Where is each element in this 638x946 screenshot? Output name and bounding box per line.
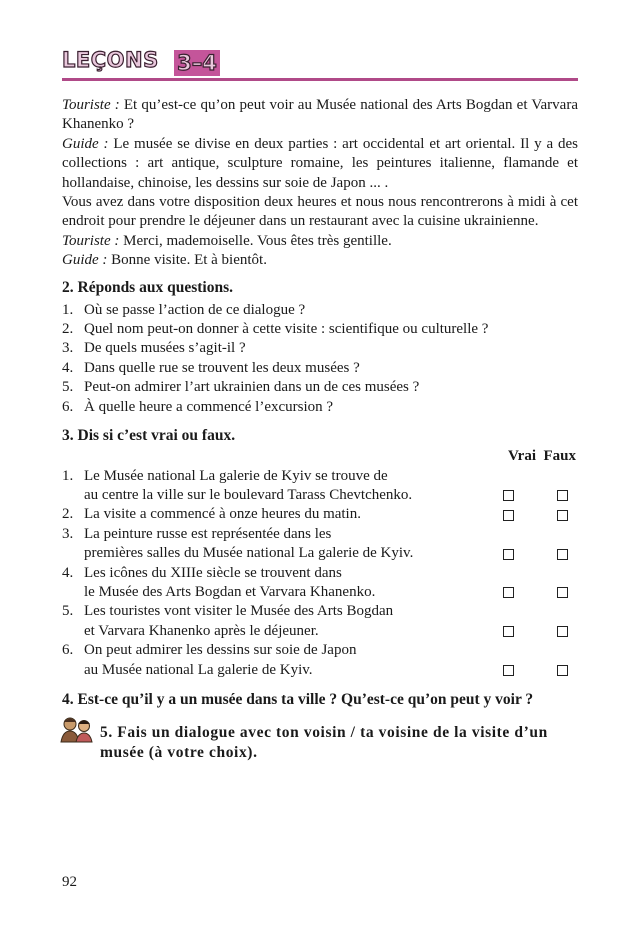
- vrai-checkbox[interactable]: [503, 665, 514, 676]
- item-text: À quelle heure a commencé l’excursion ?: [84, 398, 334, 415]
- speaker: Touriste :: [62, 232, 120, 249]
- true-false-header: [62, 447, 578, 466]
- item-number: 3.: [62, 340, 74, 357]
- statement-line-1: La visite a commencé à onze heures du matin.: [84, 506, 361, 523]
- col-vrai: Vrai: [507, 448, 536, 465]
- faux-checkbox[interactable]: [557, 665, 568, 676]
- pair-work-icon: [60, 715, 94, 748]
- statement-line-2: et Varvara Khanenko après le déjeuner.: [84, 622, 319, 639]
- item-number: 1.: [62, 301, 74, 318]
- statement-row: [62, 525, 578, 564]
- item-text: Quel nom peut-on donner à cette visite : scientifique ou culturelle ?: [84, 321, 489, 338]
- faux-checkbox[interactable]: [557, 549, 568, 560]
- statement-line-2: au Musée national La galerie de Kyiv.: [84, 661, 313, 678]
- line-text: Merci, mademoiselle. Vous êtes très gentille.: [119, 232, 392, 249]
- vrai-checkbox[interactable]: [503, 587, 514, 598]
- dialog-line: [62, 251, 578, 270]
- question-list: [62, 301, 578, 417]
- vrai-checkbox[interactable]: [503, 490, 514, 501]
- item-number: 5.: [62, 603, 74, 620]
- line-text: Bonne visite. Et à bientôt.: [107, 252, 267, 269]
- page-number: 92: [62, 874, 77, 890]
- speaker: Touriste :: [62, 97, 120, 113]
- item-text: Peut-on admirer l’art ukrainien dans un de ces musées ?: [84, 379, 420, 396]
- list-item: [62, 378, 578, 397]
- line-text: Vous avez dans votre disposition deux heures et nous nous rencontrerons à midi à cet endroit pour prendre le déjeuner dans un restaurant avec la cuisine ukrainienne.: [62, 194, 578, 230]
- statement-line-2: le Musée des Arts Bogdan et Varvara Khanenko.: [84, 583, 376, 600]
- vrai-checkbox[interactable]: [503, 549, 514, 560]
- lesson-header: [62, 48, 578, 80]
- statement-line-1: La peinture russe est représentée dans les: [84, 525, 332, 542]
- item-number: 5.: [62, 379, 74, 396]
- section-5-task: [62, 723, 578, 762]
- statement-row: [62, 641, 578, 680]
- list-item: [62, 320, 578, 339]
- vrai-checkbox[interactable]: [503, 626, 514, 637]
- line-text: Le musée se divise en deux parties : art occidental et art oriental. Il y a des collections : art antique, sculpture romaine, les peintures italienne, flamande et hollandaise, chinoise, les dessins sur soie de Japon ... .: [62, 135, 578, 191]
- dialog-line: [62, 135, 578, 193]
- lesson-title: LEÇONS: [62, 48, 159, 72]
- statement-row: [62, 564, 578, 603]
- lesson-number: 3–4: [174, 50, 220, 76]
- item-number: 3.: [62, 525, 74, 542]
- dialog-line: [62, 193, 578, 232]
- item-number: 6.: [62, 642, 74, 659]
- line-text: Et qu’est-ce qu’on peut voir au Musée national des Arts Bogdan et Varvara Khanenko ?: [62, 97, 578, 133]
- list-item: [62, 398, 578, 417]
- statement-line-1: Les icônes du XIIIe siècle se trouvent dans: [84, 564, 342, 581]
- list-item: [62, 301, 578, 320]
- list-item: [62, 359, 578, 378]
- speaker: Guide :: [62, 135, 109, 152]
- section-3-title: 3. Dis si c’est vrai ou faux.: [62, 427, 236, 445]
- task-text: 5. Fais un dialogue avec ton voisin / ta voisine de la visite d’un musée (à votre choix).: [100, 724, 548, 761]
- item-number: 2.: [62, 506, 74, 523]
- section-4-question: 4. Est-ce qu’il y a un musée dans ta ville ? Qu’est-ce qu’on peut y voir ?: [62, 690, 534, 708]
- statement-line-2: au centre la ville sur le boulevard Tarass Chevtchenko.: [84, 486, 413, 503]
- item-text: Où se passe l’action de ce dialogue ?: [84, 301, 306, 318]
- faux-checkbox[interactable]: [557, 626, 568, 637]
- vrai-checkbox[interactable]: [503, 510, 514, 521]
- item-number: 1.: [62, 467, 74, 484]
- faux-checkbox[interactable]: [557, 587, 568, 598]
- true-false-list: [62, 467, 578, 680]
- item-number: 2.: [62, 321, 74, 338]
- item-text: Dans quelle rue se trouvent les deux musées ?: [84, 359, 360, 376]
- list-item: [62, 339, 578, 358]
- statement-line-2: premières salles du Musée national La galerie de Kyiv.: [84, 545, 414, 562]
- dialog-line: [62, 96, 578, 135]
- statement-row: [62, 602, 578, 641]
- statement-line-1: Les touristes vont visiter le Musée des Arts Bogdan: [84, 603, 394, 620]
- statement-line-1: On peut admirer les dessins sur soie de Japon: [84, 642, 357, 659]
- col-faux: Faux: [543, 448, 576, 465]
- item-number: 6.: [62, 398, 74, 415]
- dialog-line: [62, 232, 578, 251]
- speaker: Guide :: [62, 252, 108, 269]
- header-rule: [62, 78, 578, 81]
- dialog: [62, 96, 578, 271]
- statement-line-1: Le Musée national La galerie de Kyiv se trouve de: [84, 467, 388, 484]
- faux-checkbox[interactable]: [557, 510, 568, 521]
- item-text: De quels musées s’agit-il ?: [84, 340, 246, 357]
- statement-row: [62, 467, 578, 506]
- statement-row: [62, 505, 578, 524]
- item-number: 4.: [62, 359, 74, 376]
- faux-checkbox[interactable]: [557, 490, 568, 501]
- page-content: [62, 48, 578, 762]
- section-2-title: 2. Réponds aux questions.: [62, 278, 233, 296]
- item-number: 4.: [62, 564, 74, 581]
